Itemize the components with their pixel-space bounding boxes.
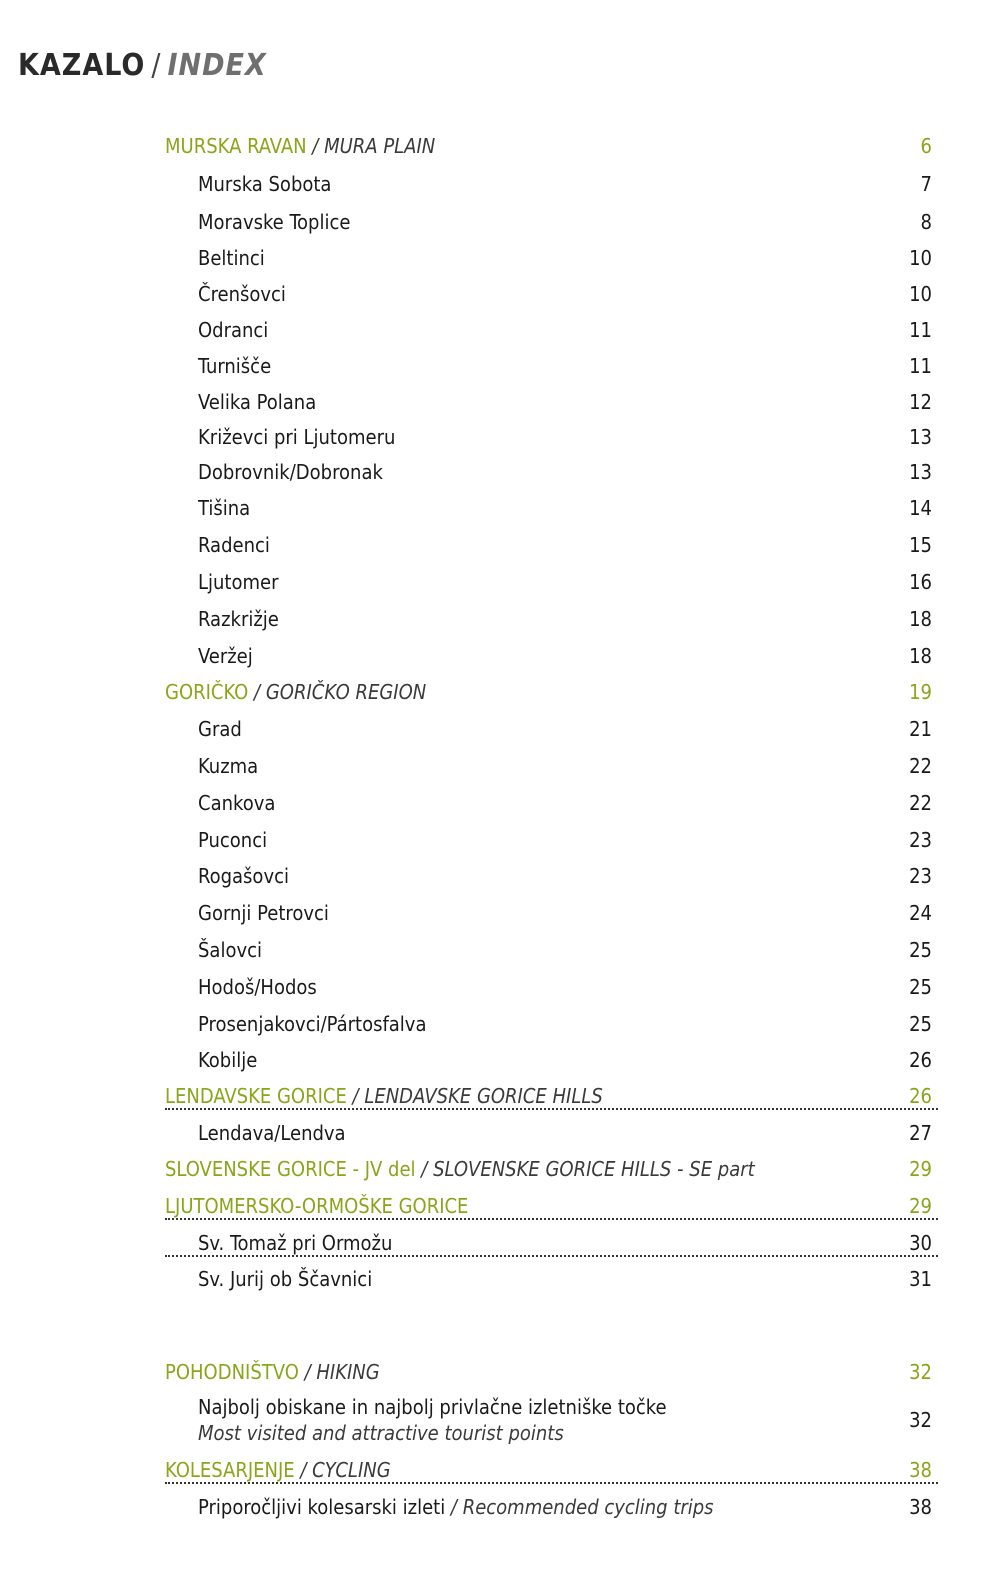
section-title-sl: LJUTOMERSKO-ORMOŠKE GORICE — [165, 1194, 469, 1218]
section-title-sl: MURSKA RAVAN — [165, 134, 307, 158]
section-title — [165, 1157, 755, 1181]
entry-name: Ljutomer — [198, 570, 279, 594]
page-number: 25 — [909, 1012, 932, 1036]
toc-entry[interactable] — [165, 828, 938, 852]
title-sl: KAZALO — [18, 48, 146, 83]
page-number: 13 — [909, 425, 932, 449]
page-number: 11 — [909, 318, 932, 342]
page-number: 32 — [909, 1360, 932, 1384]
page-number: 26 — [909, 1084, 932, 1108]
page-title — [18, 48, 267, 83]
page-number: 16 — [909, 570, 932, 594]
entry-name: Kuzma — [198, 754, 259, 778]
toc-entry[interactable] — [165, 791, 938, 815]
entry-name: Turnišče — [198, 354, 272, 378]
section-title-en: CYCLING — [312, 1458, 391, 1482]
toc-entry[interactable] — [165, 1048, 938, 1072]
entry-name: Radenci — [198, 533, 270, 557]
toc-entry[interactable] — [165, 570, 938, 594]
section-title-sl: KOLESARJENJE — [165, 1458, 295, 1482]
toc-section-heading[interactable] — [165, 1084, 938, 1110]
entry-name: Murska Sobota — [198, 172, 332, 196]
toc-entry[interactable] — [165, 354, 938, 378]
entry-name: Sv. Jurij ob Ščavnici — [198, 1267, 373, 1291]
section-separator: / — [306, 134, 325, 158]
toc-section-heading[interactable] — [165, 1458, 938, 1484]
section-separator: / — [346, 1084, 365, 1108]
entry-name: Tišina — [198, 496, 251, 520]
page-number: 31 — [909, 1267, 932, 1291]
toc-entry[interactable] — [165, 975, 938, 999]
toc-entry[interactable] — [165, 1012, 938, 1036]
toc-entry[interactable] — [165, 533, 938, 557]
page-number: 38 — [909, 1458, 932, 1482]
section-title — [165, 680, 426, 704]
entry-name: Razkrižje — [198, 607, 279, 631]
toc-section-heading[interactable] — [165, 1194, 938, 1220]
toc-entry[interactable] — [165, 644, 938, 668]
section-title-sl: LENDAVSKE GORICE — [165, 1084, 347, 1108]
entry-name: Dobrovnik/Dobronak — [198, 460, 383, 484]
page-number: 24 — [909, 901, 932, 925]
toc-entry[interactable] — [165, 282, 938, 306]
page-number: 25 — [909, 938, 932, 962]
toc-section-heading[interactable] — [165, 680, 938, 704]
entry-name-sl: Najbolj obiskane in najbolj privlačne izletniške točke — [198, 1395, 667, 1419]
entry-name — [165, 1495, 714, 1519]
toc-entry[interactable] — [165, 754, 938, 778]
entry-name: Grad — [198, 717, 242, 741]
section-separator: / — [248, 680, 266, 704]
toc-entry[interactable] — [165, 496, 938, 520]
page-number: 11 — [909, 354, 932, 378]
title-en: INDEX — [167, 48, 267, 83]
section-separator: / — [415, 1157, 434, 1181]
section-title-en: SLOVENSKE GORICE HILLS - SE part — [433, 1157, 755, 1181]
toc-section-heading[interactable] — [165, 1360, 938, 1384]
page-number: 18 — [909, 644, 932, 668]
section-title-en: HIKING — [316, 1360, 380, 1384]
page-number: 19 — [909, 680, 932, 704]
page-number: 27 — [909, 1121, 932, 1145]
section-separator: / — [294, 1458, 313, 1482]
entry-name — [165, 1394, 667, 1446]
page-number: 38 — [909, 1495, 932, 1519]
toc-entry[interactable] — [165, 938, 938, 962]
toc-entry[interactable] — [165, 210, 938, 234]
page-number: 22 — [909, 754, 932, 778]
page-number: 8 — [920, 210, 932, 234]
page-number: 22 — [909, 791, 932, 815]
page-number: 13 — [909, 460, 932, 484]
toc-entry[interactable] — [165, 1495, 938, 1519]
toc-entry[interactable] — [165, 172, 938, 196]
toc-entry[interactable] — [165, 1267, 938, 1291]
entry-name: Cankova — [198, 791, 276, 815]
toc-entry[interactable] — [165, 318, 938, 342]
toc-entry[interactable] — [165, 864, 938, 888]
toc-entry[interactable] — [165, 246, 938, 270]
section-title — [165, 1458, 391, 1482]
toc-entry[interactable] — [165, 460, 938, 484]
section-title-en: MURA PLAIN — [324, 134, 436, 158]
page-number: 30 — [909, 1231, 932, 1255]
entry-name: Odranci — [198, 318, 269, 342]
entry-name: Šalovci — [198, 938, 262, 962]
toc-section-heading[interactable] — [165, 134, 938, 158]
page-number: 23 — [909, 864, 932, 888]
page-number: 10 — [909, 282, 932, 306]
entry-name-en: Most visited and attractive tourist points — [198, 1421, 564, 1445]
page-number: 29 — [909, 1157, 932, 1181]
section-title — [165, 1194, 468, 1218]
page-number: 21 — [909, 717, 932, 741]
toc-entry[interactable] — [165, 1231, 938, 1257]
entry-name: Velika Polana — [198, 390, 317, 414]
entry-name: Gornji Petrovci — [198, 901, 329, 925]
toc-entry[interactable] — [165, 1121, 938, 1145]
section-title — [165, 1084, 603, 1108]
entry-name-en: Recommended cycling trips — [462, 1495, 714, 1519]
entry-name: Križevci pri Ljutomeru — [198, 425, 396, 449]
entry-name-sl: Priporočljivi kolesarski izleti — [198, 1495, 446, 1519]
entry-name: Moravske Toplice — [198, 210, 351, 234]
page-number: 14 — [909, 496, 932, 520]
entry-name: Prosenjakovci/Pártosfalva — [198, 1012, 427, 1036]
section-title-sl: POHODNIŠTVO — [165, 1360, 299, 1384]
section-title — [165, 1360, 380, 1384]
section-title-en: LENDAVSKE GORICE HILLS — [364, 1084, 603, 1108]
section-title-sl: GORIČKO — [165, 680, 249, 704]
entry-name: Rogašovci — [198, 864, 289, 888]
toc-entry[interactable] — [165, 1394, 938, 1446]
section-title — [165, 134, 435, 158]
page-number: 29 — [909, 1194, 932, 1218]
page-number: 25 — [909, 975, 932, 999]
entry-name: Kobilje — [198, 1048, 258, 1072]
page-number: 15 — [909, 533, 932, 557]
page-number: 18 — [909, 607, 932, 631]
page-number: 32 — [909, 1408, 932, 1432]
page-number: 12 — [909, 390, 932, 414]
toc-entry[interactable] — [165, 425, 938, 449]
entry-name: Lendava/Lendva — [198, 1121, 346, 1145]
toc-entry[interactable] — [165, 901, 938, 925]
section-title-sl: SLOVENSKE GORICE - JV del — [165, 1157, 416, 1181]
section-separator: / — [298, 1360, 317, 1384]
entry-name: Veržej — [198, 644, 253, 668]
entry-name: Hodoš/Hodos — [198, 975, 317, 999]
entry-separator: / — [445, 1495, 463, 1519]
page-number: 7 — [920, 172, 932, 196]
page-number: 26 — [909, 1048, 932, 1072]
toc-entry[interactable] — [165, 717, 938, 741]
page-number: 6 — [920, 134, 932, 158]
entry-name: Sv. Tomaž pri Ormožu — [198, 1231, 393, 1255]
entry-name: Črenšovci — [198, 282, 286, 306]
page-number: 23 — [909, 828, 932, 852]
entry-name: Puconci — [198, 828, 268, 852]
section-title-en: GORIČKO REGION — [265, 680, 427, 704]
toc-entry[interactable] — [165, 390, 938, 414]
toc-entry[interactable] — [165, 607, 938, 631]
entry-name: Beltinci — [198, 246, 265, 270]
toc-section-heading[interactable] — [165, 1157, 938, 1181]
title-separator: / — [151, 48, 162, 83]
page-number: 10 — [909, 246, 932, 270]
